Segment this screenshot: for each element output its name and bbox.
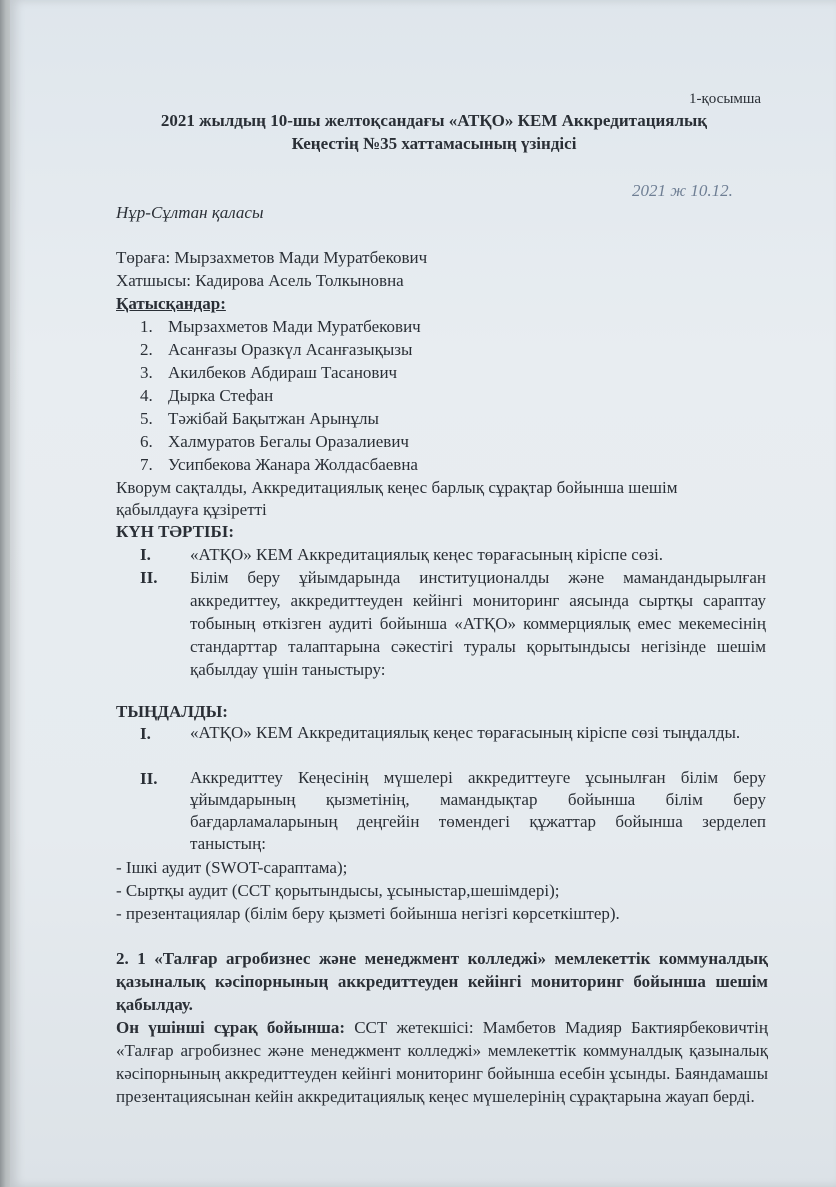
- list-item-number: 2.: [140, 340, 153, 359]
- section-lead: Он үшінші сұрақ бойынша:: [116, 1018, 346, 1037]
- agenda-item-text: «АТҚО» КЕМ Аккредитациялық кеңес төрағасының кіріспе сөзі.: [190, 545, 664, 564]
- list-item: Тәжібай Бақытжан Арынұлы: [168, 409, 379, 428]
- appendix-label: 1-қосымша: [689, 91, 762, 107]
- doc-title-line2: Кеңестің №35 хаттамасының үзіндісі: [291, 134, 577, 153]
- heard-item-text: «АТҚО» КЕМ Аккредитациялық кеңес төрағасының кіріспе сөзі тыңдалды.: [190, 723, 741, 742]
- quorum-line1: Кворум сақталды, Аккредитациялық кеңес барлық сұрақтар бойынша шешім: [116, 478, 678, 497]
- list-item-number: 4.: [140, 386, 153, 405]
- heard-heading: ТЫҢДАЛДЫ:: [116, 702, 228, 721]
- quorum-line2: қабылдауға құзіретті: [116, 500, 267, 519]
- section-body-text: ССТ жетекшісі: Мамбетов Мадияр Бактиярбековичтің «Талғар агробизнес және менеджмент колледжі» мемлекеттік коммуналдық қазыналық кәсіпорнының аккредиттеуден кейінгі мониторинг бойынша есебін ұсынды. Баяндамашы презентациясынан кейін аккредитациялық кеңес мүшелерінің сұрақтарына жауап берді.: [116, 1018, 768, 1106]
- list-item-number: 3.: [140, 363, 153, 382]
- list-item: Мырзахметов Мади Муратбекович: [168, 317, 421, 336]
- list-item: Халмуратов Бегалы Оразалиевич: [168, 432, 409, 451]
- secretary-line: Хатшысы: Кадирова Асель Толкыновна: [116, 271, 404, 290]
- list-item: Дырка Стефан: [168, 386, 274, 405]
- heard-bullet: - Ішкі аудит (SWOT-сараптама);: [116, 858, 348, 877]
- doc-city: Нұр-Сұлтан қаласы: [116, 203, 264, 222]
- heard-bullet: - презентациялар (білім беру қызметі бойынша негізгі көрсеткіштер).: [116, 904, 620, 923]
- list-item: Усипбекова Жанара Жолдасбаевна: [168, 455, 418, 474]
- chair-line: Төраға: Мырзахметов Мади Муратбекович: [116, 248, 428, 267]
- agenda-item-number: II.: [140, 568, 158, 587]
- agenda-item-text: Білім беру ұйымдарында институционалды және мамандандырылған аккредиттеу, аккредиттеуден кейінгі мониторинг аясында сыртқы сараптау тобының өткізген аудиті бойынша «АТҚО» коммерциялық емес мекемесінің стандарттар талаптарына сәкестігі туралы қорытындысы негізінде шешім қабылдау үшін таныстыру:: [190, 568, 766, 679]
- list-item-number: 6.: [140, 432, 153, 451]
- heard-bullet: - Сыртқы аудит (ССТ қорытындысы, ұсыныстар,шешімдері);: [116, 881, 560, 900]
- list-item: Асанғазы Оразкүл Асанғазықызы: [168, 340, 413, 359]
- doc-title-line1: 2021 жылдың 10-шы желтоқсандағы «АТҚО» КЕМ Аккредитациялық: [160, 111, 708, 130]
- heard-item-text: Аккредиттеу Кеңесінің мүшелері аккредиттеуге ұсынылған білім беру ұйымдарының қызметінің, мамандықтар бойынша білім беру бағдарламаларының деңгейін төмендегі құжаттар бойынша зерделеп таныстың:: [190, 768, 766, 853]
- list-item: Акилбеков Абдираш Тасанович: [168, 363, 398, 382]
- section-body: [116, 1016, 768, 1108]
- doc-date: 2021 ж 10.12.: [632, 181, 733, 200]
- section-title: 2. 1 «Талғар агробизнес және менеджмент колледжі» мемлекеттік коммуналдық қазыналық кәсіпорнының аккредиттеуден кейінгі мониторинг бойынша шешім қабылдау.: [116, 949, 768, 1014]
- list-item-number: 5.: [140, 409, 153, 428]
- participants-heading: Қатысқандар:: [116, 294, 226, 313]
- list-item-number: 7.: [140, 455, 153, 474]
- list-item-number: 1.: [140, 317, 153, 336]
- agenda-heading: КҮН ТӘРТІБІ:: [116, 522, 235, 541]
- heard-item-number: II.: [140, 769, 158, 788]
- agenda-item-number: I.: [140, 545, 151, 564]
- heard-item-number: I.: [140, 724, 151, 743]
